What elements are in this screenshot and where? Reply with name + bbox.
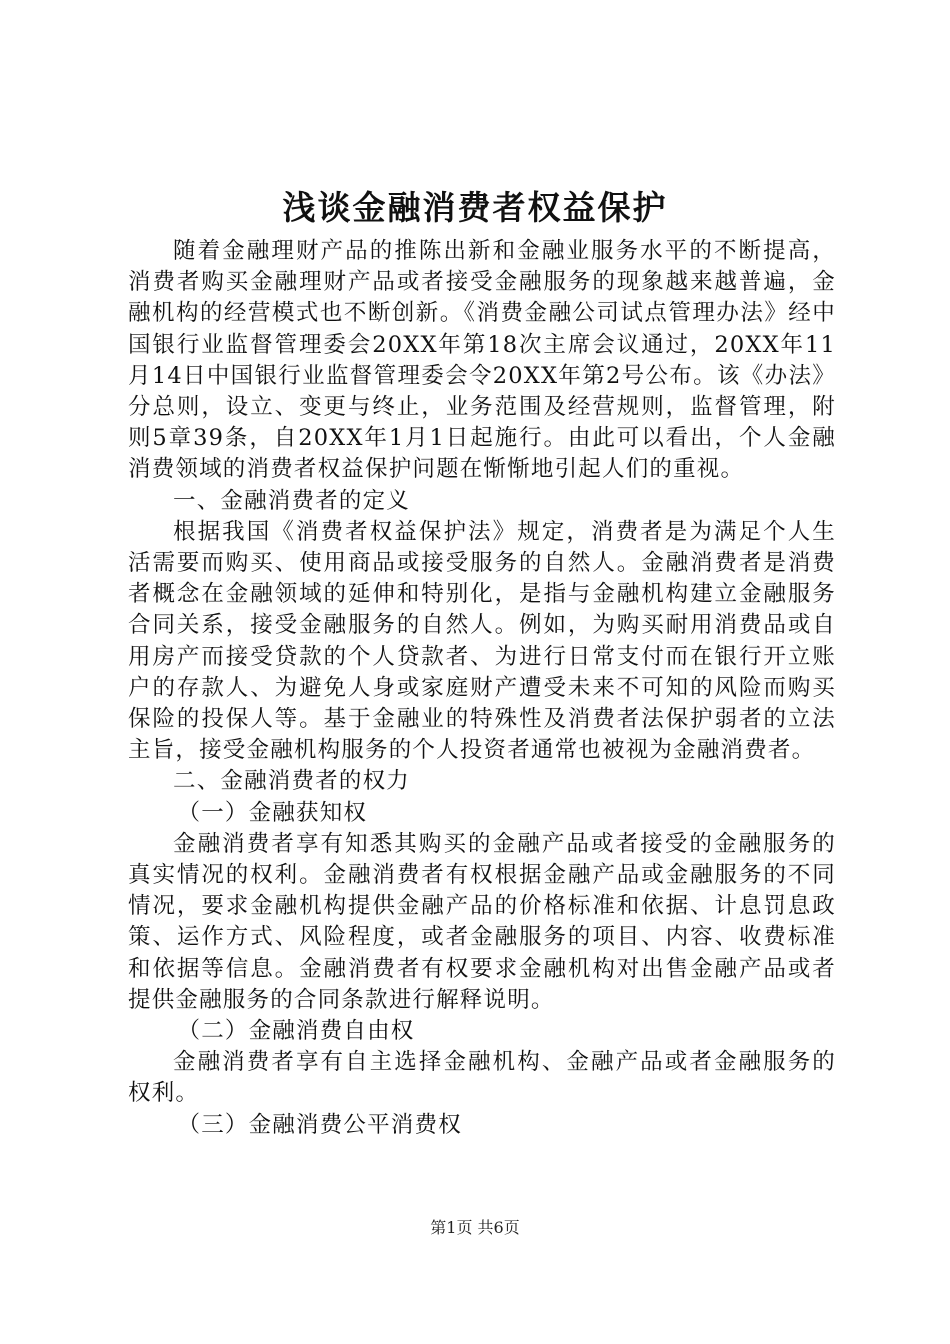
right-to-know-paragraph: 金融消费者享有知悉其购买的金融产品或者接受的金融服务的真实情况的权利。金融消费者有权根据金融产品或金融服务的不同情况，要求金融机构提供金融产品的价格标准和依据、计息罚息政策、运作方式、风险程度，或者金融服务的项目、内容、收费标准和依据等信息。金融消费者有权要求金融机构对出售金融产品或者提供金融服务的合同条款进行解释说明。: [128, 830, 836, 1013]
freedom-paragraph: 金融消费者享有自主选择金融机构、金融产品或者金融服务的权利。: [128, 1049, 836, 1107]
definition-paragraph: 根据我国《消费者权益保护法》规定，消费者是为满足个人生活需要而购买、使用商品或接受服务的自然人。金融消费者是消费者概念在金融领域的延伸和特别化，是指与金融机构建立金融服务合同关系，接受金融服务的自然人。例如，为购买耐用消费品或自用房产而接受贷款的个人贷款者、为进行日常支付而在银行开立账户的存款人、为避免人身或家庭财产遭受未来不可知的风险而购买保险的投保人等。基于金融业的特殊性及消费者法保护弱者的立法主旨，接受金融机构服务的个人投资者通常也被视为金融消费者。: [128, 518, 836, 764]
subsection-heading-2: （二）金融消费自由权: [177, 1018, 415, 1045]
document-body: [128, 236, 836, 1141]
subsection-heading-3: （三）金融消费公平消费权: [177, 1111, 462, 1138]
section-heading-2: 二、金融消费者的权力: [173, 768, 411, 795]
subsection-heading-1: （一）金融获知权: [177, 799, 368, 826]
document-title: 浅谈金融消费者权益保护: [282, 188, 668, 227]
intro-paragraph: 随着金融理财产品的推陈出新和金融业服务水平的不断提高，消费者购买金融理财产品或者接受金融服务的现象越来越普遍，金融机构的经营模式也不断创新。《消费金融公司试点管理办法》经中国银行业监督管理委会20XX年第18次主席会议通过，20XX年11月14日中国银行业监督管理委会令20XX年第2号公布。该《办法》分总则，设立、变更与终止，业务范围及经营规则，监督管理，附则5章39条，自20XX年1月1日起施行。由此可以看出，个人金融消费领域的消费者权益保护问题在惭惭地引起人们的重视。: [128, 238, 836, 483]
section-heading-1: 一、金融消费者的定义: [173, 487, 411, 514]
page-footer: 第1页 共6页: [430, 1218, 520, 1237]
